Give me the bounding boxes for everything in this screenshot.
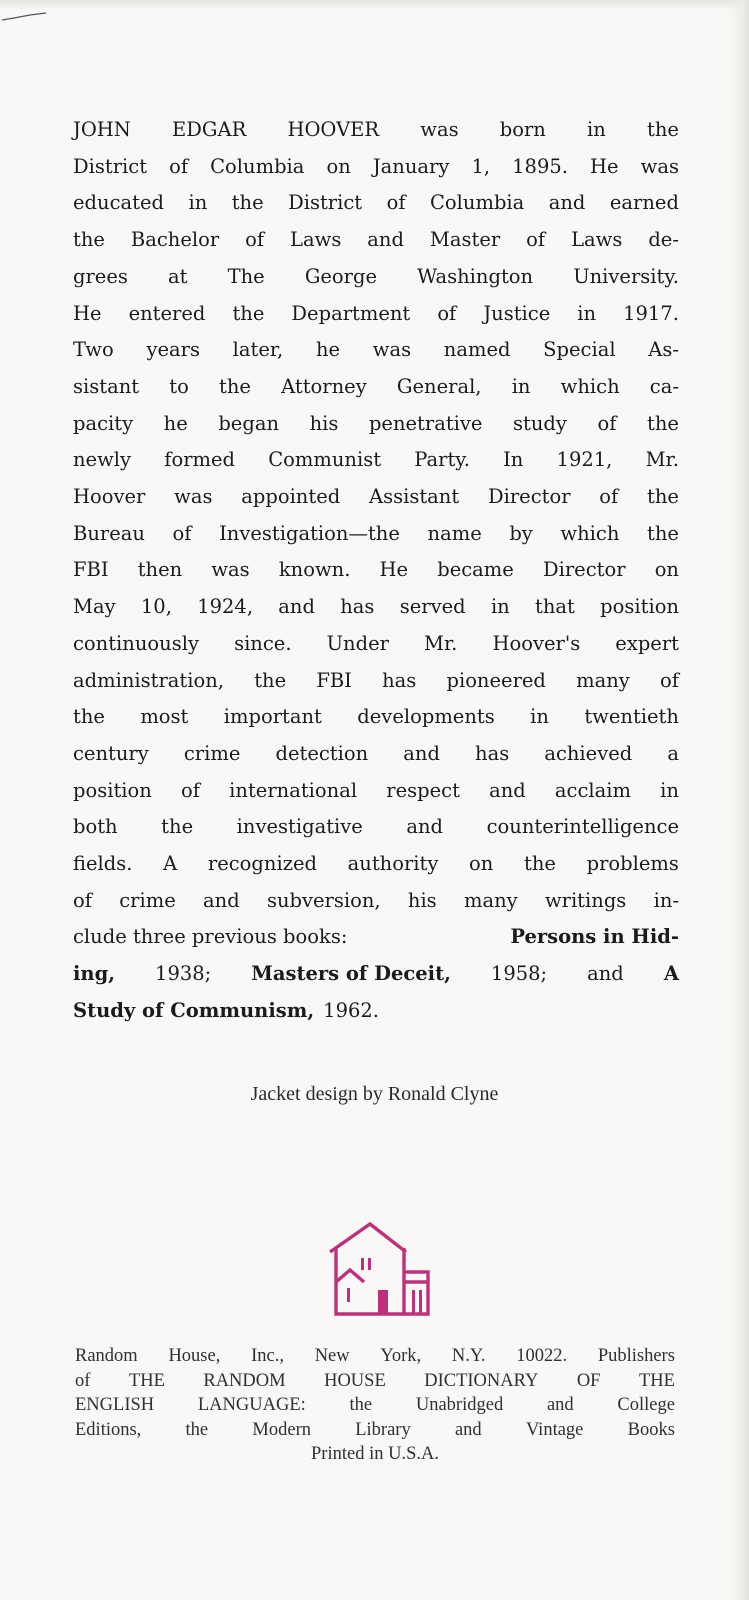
bio-line: century crime detection and has achieved a [73,741,679,765]
book-year: 1958; [490,962,548,986]
bio-line: Hoover was appointed Assistant Director of the [73,485,679,509]
page-right-edge [729,0,749,1600]
bio-line: Two years later, he was named Special As- [73,338,679,362]
bio-line-text: clude three previous books: [73,925,348,949]
publisher-line: of THE RANDOM HOUSE DICTIONARY OF THE [75,1370,675,1391]
bio-line: of crime and subversion, his many writings in- [73,888,679,912]
publisher-line: Random House, Inc., New York, N.Y. 10022. Publishers [75,1346,675,1366]
book-title-study-of-communism-start: A [663,962,679,986]
bio-line: newly formed Communist Party. In 1921, Mr. [73,448,679,472]
conjunction: and [587,962,624,986]
bio-line: May 10, 1924, and has served in that position [73,595,679,619]
publisher-imprint [75,1344,675,1467]
bio-line: position of international respect and acclaim in [73,778,679,802]
bio-line: educated in the District of Columbia and earned [73,191,679,215]
book-year: 1962. [323,998,379,1022]
jacket-design-credit: Jacket design by Ronald Clyne [250,1083,499,1105]
book-title-masters-of-deceit: Masters of Deceit, [251,962,451,986]
bio-line: continuously since. Under Mr. Hoover's expert [73,631,679,655]
bio-line: fields. A recognized authority on the problems [73,852,679,876]
bio-line: JOHN EDGAR HOOVER was born in the [73,118,679,141]
book-title-persons-in-hiding-end: ing, [73,962,116,986]
random-house-icon [318,1218,434,1318]
bio-line: the Bachelor of Laws and Master of Laws de- [73,228,679,252]
book-year: 1938; [155,962,212,986]
corner-scratch-mark [0,10,60,24]
publisher-line: ENGLISH LANGUAGE: the Unabridged and College [75,1395,675,1415]
bio-line [73,956,679,993]
bio-line: Bureau of Investigation—the name by which the [73,521,679,545]
bio-line: grees at The George Washington University. [73,264,679,288]
publisher-line: Editions, the Modern Library and Vintage Books [75,1419,675,1440]
bio-line [73,919,679,956]
bio-line: both the investigative and counterintelligence [73,815,679,839]
page-top-edge [0,0,749,10]
book-title-persons-in-hiding: Persons in Hid- [510,925,679,949]
bio-line: sistant to the Attorney General, in which ca- [73,374,679,398]
publisher-line [75,1442,675,1467]
bio-line: administration, the FBI has pioneered many of [73,668,679,692]
bio-line [73,993,679,1030]
bio-line: He entered the Department of Justice in 1917. [73,301,679,325]
bio-line: the most important developments in twentieth [73,705,679,729]
printed-in-usa: Printed in U.S.A. [311,1444,439,1464]
author-biography [73,112,679,1030]
bio-line: pacity he began his penetrative study of the [73,411,679,435]
bio-line: FBI then was known. He became Director on [73,558,679,582]
book-title-study-of-communism: Study of Communism, [73,998,315,1022]
bio-line: District of Columbia on January 1, 1895. He was [73,154,679,178]
